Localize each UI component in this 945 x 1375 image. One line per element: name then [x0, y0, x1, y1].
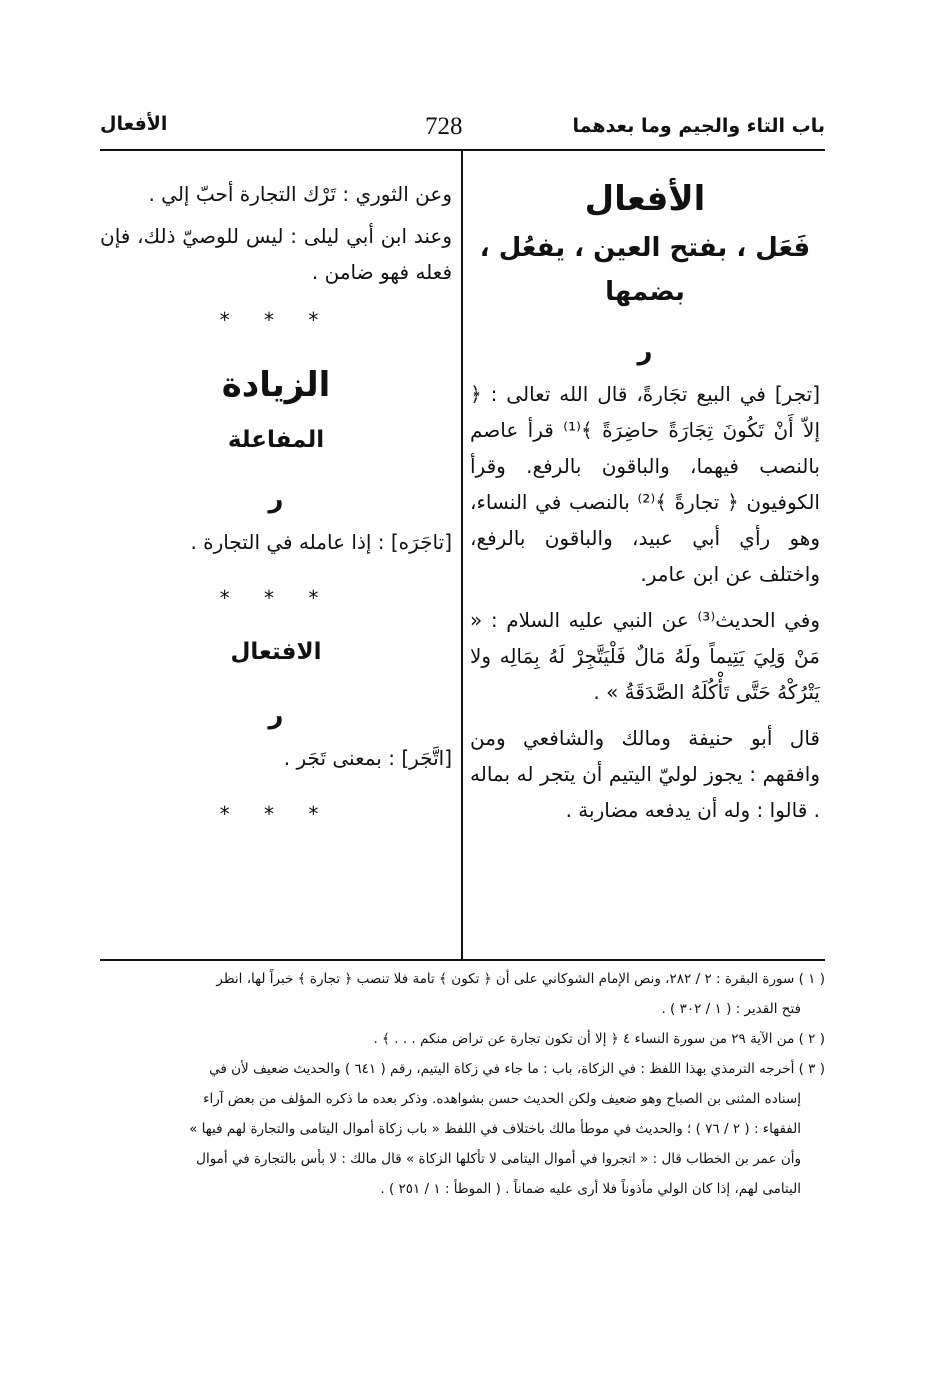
root-letter: ر	[268, 700, 284, 730]
root-letter: ر	[637, 336, 653, 366]
paragraph-ibn-abi-layla: وعند ابن أبي ليلى : ليس للوصيّ ذلك، فإن فعله فهو ضامن .	[100, 224, 452, 284]
footnote-1: ( ١ ) سورة البقرة : ٢ / ٢٨٢، ونص الإمام الشوكاني على أن ﴿ تكون ﴾ تامة فلا تنصب ﴿ تجارة ﴾ خبراً لها، انظر	[216, 971, 825, 987]
column-divider	[461, 150, 463, 960]
section-subtitle: فَعَل ، بفتح العين ، يفعُل ، بضمها	[479, 233, 811, 307]
footnote-3-continued: الفقهاء : ( ٢ / ٧٦ ) ؛ والحديث في موطأ مالك باختلاف في اللفظ « باب زكاة أموال اليتامى والتجارة لهم فيها »	[189, 1121, 801, 1137]
footnote-3-continued: وأن عمر بن الخطاب قال : « اتجروا في أموال اليتامى لا تأكلها الزكاة » قال مالك : لا بأس بالتجارة في أموال	[196, 1151, 801, 1167]
paragraph-hadith: وفي الحديث⁽³⁾ عن النبي عليه السلام : « مَنْ وَلِيَ يَتِيماً ولَهُ مَالٌ فَلْيَتَّجِرْ لَهُ بِمَالِه ولا يَتْرُكْهُ حَتَّى تَأْكُلَهُ الصَّدَقَةُ » .	[470, 608, 821, 704]
page-number: 728	[425, 113, 463, 140]
footnote-2: ( ٢ ) من الآية ٢٩ من سورة النساء ٤ ﴿ إلا أن تكون تجارة عن تراض منكم . . . ﴾ .	[373, 1031, 825, 1047]
entry-tajarahu: [تاجَرَه] : إذا عامله في التجارة .	[190, 530, 452, 554]
running-title-left: الأفعال	[100, 113, 168, 135]
section-title-ziyada: الزيادة	[221, 365, 331, 405]
footnote-rule	[100, 959, 825, 961]
separator-stars: * * *	[219, 308, 333, 332]
footnote-3: ( ٣ ) أخرجه الترمذي بهذا اللفظ : في الزكاة، باب : ما جاء في زكاة اليتيم، رقم ( ٦٤١ ) والحديث ضعيف لأن في	[209, 1061, 825, 1077]
root-letter: ر	[268, 484, 284, 514]
footnotes	[100, 964, 825, 1204]
paragraph-opinions: قال أبو حنيفة ومالك والشافعي ومن وافقهم : يجوز لوليّ اليتيم أن يتجر له بماله . قالوا : وله أن يدفعه مضاربة .	[470, 726, 820, 822]
separator-stars: * * *	[219, 586, 333, 610]
footnote-3-continued: إسناده المثنى بن الصباح وهو ضعيف ولكن الحديث حسن بشواهده. وذكر بعده ما ذكره المؤلف من بعض آراء	[203, 1091, 801, 1107]
footnote-3-continued: اليتامى لهم، إذا كان الولي مأذوناً فلا أرى عليه ضماناً . ( الموطأ : ١ / ٢٥١ ) .	[380, 1181, 801, 1197]
paragraph-tajr: [تجر] في البيع تجَارةً، قال الله تعالى : ﴿ إلاّ أَنْ تَكُونَ تِجَارَةً حاضِرَةً ﴾⁽¹⁾ قرأ عاصم بالنصب فيهما، والباقون بالرفع. وقرأ الكوفيون ﴿ تجارةً ﴾⁽²⁾ بالنصب في النساء، وهو رأي أبي عبيد، والباقون بالرفع، واختلف عن ابن عامر.	[470, 382, 820, 586]
section-title: الأفعال	[584, 179, 706, 219]
subtitle-mufaala: المفاعلة	[227, 427, 325, 453]
footnote-1-continued: فتح القدير : ( ١ / ٣٠٢ ) .	[661, 1001, 801, 1017]
subtitle-iftial: الافتعال	[230, 639, 322, 665]
right-column	[470, 150, 820, 958]
separator-stars: * * *	[219, 802, 333, 826]
entry-ittajar: [اتَّجَر] : بمعنى تَجَر .	[283, 746, 452, 770]
paragraph-thawri: وعن الثوري : تَرْك التجارة أحبّ إلي .	[148, 182, 452, 206]
running-title-right: باب التاء والجيم وما بعدهما	[572, 115, 825, 137]
left-column	[100, 150, 452, 958]
